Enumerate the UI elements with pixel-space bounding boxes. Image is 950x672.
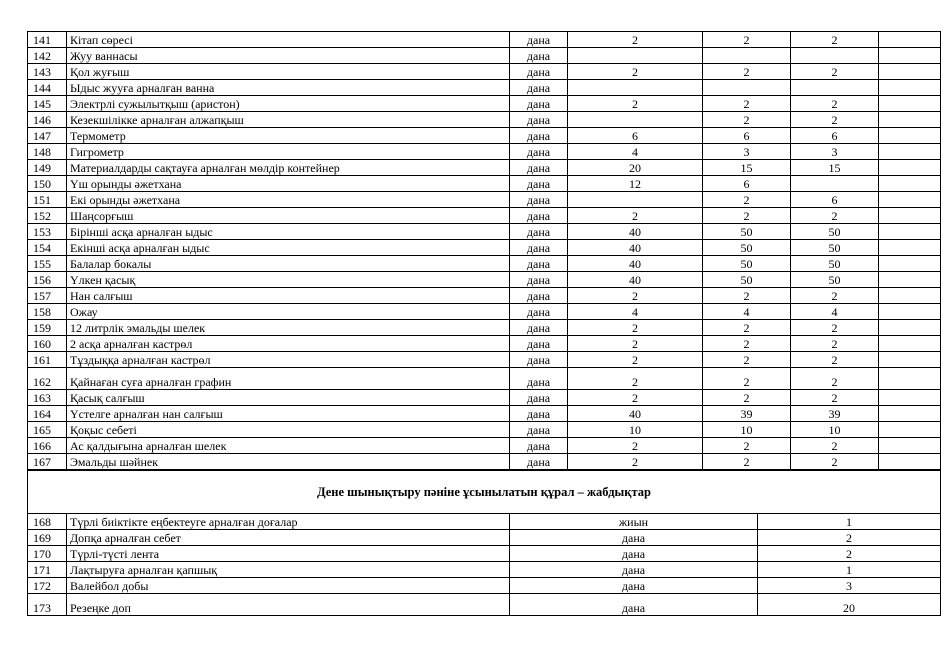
quantity-3: 50 xyxy=(791,224,879,240)
item-name: Термометр xyxy=(67,128,510,144)
notes-cell xyxy=(879,352,941,368)
quantity-3 xyxy=(791,176,879,192)
item-name: Валейбол добы xyxy=(67,578,510,594)
item-name: Қасық салғыш xyxy=(67,390,510,406)
table-row xyxy=(28,176,941,192)
quantity-1: 40 xyxy=(568,240,703,256)
quantity-1: 2 xyxy=(568,64,703,80)
quantity-1: 6 xyxy=(568,128,703,144)
quantity-2: 2 xyxy=(703,320,791,336)
quantity-1 xyxy=(568,48,703,64)
unit: дана xyxy=(510,80,568,96)
notes-cell xyxy=(879,256,941,272)
notes-cell xyxy=(879,208,941,224)
quantity-1: 40 xyxy=(568,256,703,272)
quantity-3: 2 xyxy=(791,64,879,80)
document-page xyxy=(27,31,940,616)
unit: дана xyxy=(510,422,568,438)
quantity-2: 50 xyxy=(703,240,791,256)
quantity-2: 2 xyxy=(703,336,791,352)
item-name: Тұздыққа арналған кастрөл xyxy=(67,352,510,368)
section-heading: Дене шынықтыру пәніне ұсынылатын құрал – жабдықтар xyxy=(28,471,941,514)
table-row xyxy=(28,48,941,64)
quantity-2: 2 xyxy=(703,96,791,112)
notes-cell xyxy=(879,192,941,208)
quantity: 20 xyxy=(758,594,941,616)
unit: дана xyxy=(510,240,568,256)
notes-cell xyxy=(879,288,941,304)
sports-equipment-table xyxy=(27,470,941,616)
quantity-3: 4 xyxy=(791,304,879,320)
unit: дана xyxy=(510,352,568,368)
row-number: 163 xyxy=(28,390,67,406)
unit: дана xyxy=(510,438,568,454)
quantity-3 xyxy=(791,48,879,64)
row-number: 160 xyxy=(28,336,67,352)
row-number: 169 xyxy=(28,530,67,546)
row-number: 152 xyxy=(28,208,67,224)
quantity-1 xyxy=(568,192,703,208)
item-name: Ас қалдығына арналған шелек xyxy=(67,438,510,454)
quantity-2: 3 xyxy=(703,144,791,160)
table-row xyxy=(28,336,941,352)
quantity-1: 2 xyxy=(568,352,703,368)
unit: дана xyxy=(510,96,568,112)
quantity-3: 50 xyxy=(791,256,879,272)
row-number: 151 xyxy=(28,192,67,208)
item-name: Гигрометр xyxy=(67,144,510,160)
quantity-1: 2 xyxy=(568,454,703,470)
quantity: 3 xyxy=(758,578,941,594)
unit: дана xyxy=(510,64,568,80)
unit: дана xyxy=(510,390,568,406)
row-number: 173 xyxy=(28,594,67,616)
notes-cell xyxy=(879,160,941,176)
item-name: Ожау xyxy=(67,304,510,320)
item-name: Екінші асқа арналған ыдыс xyxy=(67,240,510,256)
notes-cell xyxy=(879,144,941,160)
unit: дана xyxy=(510,128,568,144)
table-row xyxy=(28,128,941,144)
item-name: Қоқыс себеті xyxy=(67,422,510,438)
item-name: 2 асқа арналған кастрөл xyxy=(67,336,510,352)
table-row xyxy=(28,96,941,112)
quantity-2: 6 xyxy=(703,128,791,144)
quantity-1: 2 xyxy=(568,96,703,112)
quantity-2: 2 xyxy=(703,208,791,224)
table-row xyxy=(28,272,941,288)
row-number: 164 xyxy=(28,406,67,422)
unit: дана xyxy=(510,208,568,224)
quantity-2: 50 xyxy=(703,272,791,288)
table-row xyxy=(28,530,941,546)
table-row xyxy=(28,64,941,80)
quantity-2: 2 xyxy=(703,32,791,48)
unit: дана xyxy=(510,368,568,390)
item-name: Түрлі биіктікте еңбектеуге арналған доғалар xyxy=(67,514,510,530)
unit: дана xyxy=(510,224,568,240)
quantity-1: 2 xyxy=(568,320,703,336)
section-heading-row xyxy=(28,471,941,514)
notes-cell xyxy=(879,176,941,192)
table-row xyxy=(28,546,941,562)
notes-cell xyxy=(879,438,941,454)
quantity-3: 2 xyxy=(791,112,879,128)
quantity-1: 4 xyxy=(568,144,703,160)
table-row xyxy=(28,160,941,176)
item-name: Екі орынды әжетхана xyxy=(67,192,510,208)
table-row xyxy=(28,422,941,438)
unit: дана xyxy=(510,336,568,352)
unit: дана xyxy=(510,256,568,272)
quantity-3: 2 xyxy=(791,352,879,368)
unit: дана xyxy=(510,320,568,336)
row-number: 167 xyxy=(28,454,67,470)
quantity-2: 39 xyxy=(703,406,791,422)
item-name: Допқа арналған себет xyxy=(67,530,510,546)
quantity-2: 2 xyxy=(703,64,791,80)
quantity-3: 50 xyxy=(791,272,879,288)
row-number: 147 xyxy=(28,128,67,144)
table-row xyxy=(28,368,941,390)
unit: дана xyxy=(510,530,758,546)
notes-cell xyxy=(879,96,941,112)
notes-cell xyxy=(879,422,941,438)
item-name: 12 литрлік эмальды шелек xyxy=(67,320,510,336)
quantity-3: 2 xyxy=(791,96,879,112)
quantity-2: 10 xyxy=(703,422,791,438)
unit: дана xyxy=(510,176,568,192)
row-number: 142 xyxy=(28,48,67,64)
notes-cell xyxy=(879,320,941,336)
quantity-3: 10 xyxy=(791,422,879,438)
row-number: 158 xyxy=(28,304,67,320)
quantity-1: 40 xyxy=(568,406,703,422)
row-number: 168 xyxy=(28,514,67,530)
quantity-1: 12 xyxy=(568,176,703,192)
table-row xyxy=(28,32,941,48)
table-row xyxy=(28,112,941,128)
row-number: 166 xyxy=(28,438,67,454)
quantity-3: 6 xyxy=(791,128,879,144)
table-row xyxy=(28,514,941,530)
row-number: 153 xyxy=(28,224,67,240)
unit: дана xyxy=(510,406,568,422)
quantity-1: 2 xyxy=(568,368,703,390)
quantity-1: 2 xyxy=(568,288,703,304)
quantity-2: 6 xyxy=(703,176,791,192)
table-row xyxy=(28,240,941,256)
item-name: Электрлі сужылытқыш (аристон) xyxy=(67,96,510,112)
quantity-2: 50 xyxy=(703,256,791,272)
item-name: Кезекшілікке арналған алжапқыш xyxy=(67,112,510,128)
quantity-2: 2 xyxy=(703,454,791,470)
table-row xyxy=(28,192,941,208)
notes-cell xyxy=(879,368,941,390)
quantity-1 xyxy=(568,112,703,128)
quantity-1: 40 xyxy=(568,272,703,288)
row-number: 144 xyxy=(28,80,67,96)
row-number: 155 xyxy=(28,256,67,272)
unit: дана xyxy=(510,578,758,594)
notes-cell xyxy=(879,112,941,128)
row-number: 172 xyxy=(28,578,67,594)
row-number: 146 xyxy=(28,112,67,128)
quantity-2: 2 xyxy=(703,192,791,208)
quantity-2: 50 xyxy=(703,224,791,240)
quantity-3: 15 xyxy=(791,160,879,176)
notes-cell xyxy=(879,304,941,320)
equipment-table xyxy=(27,31,941,470)
unit: дана xyxy=(510,594,758,616)
item-name: Ыдыс жууға арналған ванна xyxy=(67,80,510,96)
unit: дана xyxy=(510,272,568,288)
table-row xyxy=(28,406,941,422)
row-number: 170 xyxy=(28,546,67,562)
quantity-1: 40 xyxy=(568,224,703,240)
row-number: 150 xyxy=(28,176,67,192)
notes-cell xyxy=(879,272,941,288)
table-row xyxy=(28,578,941,594)
table-row xyxy=(28,304,941,320)
row-number: 157 xyxy=(28,288,67,304)
unit: дана xyxy=(510,160,568,176)
row-number: 154 xyxy=(28,240,67,256)
row-number: 156 xyxy=(28,272,67,288)
notes-cell xyxy=(879,390,941,406)
quantity-3: 50 xyxy=(791,240,879,256)
row-number: 161 xyxy=(28,352,67,368)
quantity-2 xyxy=(703,80,791,96)
notes-cell xyxy=(879,48,941,64)
unit: дана xyxy=(510,454,568,470)
item-name: Қол жуғыш xyxy=(67,64,510,80)
row-number: 141 xyxy=(28,32,67,48)
quantity-3: 2 xyxy=(791,320,879,336)
quantity-3: 2 xyxy=(791,368,879,390)
quantity-3: 39 xyxy=(791,406,879,422)
row-number: 143 xyxy=(28,64,67,80)
unit: дана xyxy=(510,112,568,128)
item-name: Шаңсорғыш xyxy=(67,208,510,224)
quantity-2: 2 xyxy=(703,112,791,128)
quantity-2: 15 xyxy=(703,160,791,176)
table-row xyxy=(28,352,941,368)
quantity-2: 2 xyxy=(703,288,791,304)
table-row xyxy=(28,438,941,454)
item-name: Резеңке доп xyxy=(67,594,510,616)
quantity-1: 20 xyxy=(568,160,703,176)
quantity-1: 2 xyxy=(568,438,703,454)
table-row xyxy=(28,256,941,272)
quantity-1: 2 xyxy=(568,208,703,224)
notes-cell xyxy=(879,406,941,422)
item-name: Материалдарды сақтауға арналған мөлдір контейнер xyxy=(67,160,510,176)
quantity-2: 2 xyxy=(703,390,791,406)
notes-cell xyxy=(879,336,941,352)
quantity-3: 2 xyxy=(791,454,879,470)
quantity-1 xyxy=(568,80,703,96)
notes-cell xyxy=(879,454,941,470)
quantity-2: 4 xyxy=(703,304,791,320)
quantity-2 xyxy=(703,48,791,64)
unit: дана xyxy=(510,288,568,304)
item-name: Эмальды шәйнек xyxy=(67,454,510,470)
notes-cell xyxy=(879,64,941,80)
quantity-2: 2 xyxy=(703,352,791,368)
quantity-3: 3 xyxy=(791,144,879,160)
item-name: Балалар бокалы xyxy=(67,256,510,272)
quantity-2: 2 xyxy=(703,438,791,454)
unit: дана xyxy=(510,304,568,320)
table-row xyxy=(28,390,941,406)
row-number: 145 xyxy=(28,96,67,112)
item-name: Кітап сөресі xyxy=(67,32,510,48)
row-number: 159 xyxy=(28,320,67,336)
item-name: Жуу ваннасы xyxy=(67,48,510,64)
quantity-3: 2 xyxy=(791,390,879,406)
row-number: 162 xyxy=(28,368,67,390)
quantity-3: 2 xyxy=(791,336,879,352)
table-row xyxy=(28,80,941,96)
row-number: 165 xyxy=(28,422,67,438)
table-row xyxy=(28,562,941,578)
quantity-1: 4 xyxy=(568,304,703,320)
item-name: Түрлі-түсті лента xyxy=(67,546,510,562)
table-row xyxy=(28,454,941,470)
quantity: 1 xyxy=(758,562,941,578)
unit: дана xyxy=(510,562,758,578)
table-row xyxy=(28,288,941,304)
notes-cell xyxy=(879,80,941,96)
quantity-1: 2 xyxy=(568,390,703,406)
unit: дана xyxy=(510,546,758,562)
unit: дана xyxy=(510,48,568,64)
unit: дана xyxy=(510,192,568,208)
quantity: 2 xyxy=(758,546,941,562)
table-row xyxy=(28,594,941,616)
quantity-1: 2 xyxy=(568,336,703,352)
quantity-1: 10 xyxy=(568,422,703,438)
quantity-3: 2 xyxy=(791,208,879,224)
notes-cell xyxy=(879,32,941,48)
table-row xyxy=(28,320,941,336)
quantity-1: 2 xyxy=(568,32,703,48)
quantity-3: 2 xyxy=(791,288,879,304)
quantity-3: 6 xyxy=(791,192,879,208)
item-name: Үш орынды әжетхана xyxy=(67,176,510,192)
table-row xyxy=(28,208,941,224)
unit: дана xyxy=(510,144,568,160)
quantity-3 xyxy=(791,80,879,96)
item-name: Қайнаған суға арналған графин xyxy=(67,368,510,390)
notes-cell xyxy=(879,240,941,256)
unit: дана xyxy=(510,32,568,48)
table-row xyxy=(28,144,941,160)
item-name: Нан салғыш xyxy=(67,288,510,304)
table-row xyxy=(28,224,941,240)
quantity: 1 xyxy=(758,514,941,530)
item-name: Бірінші асқа арналған ыдыс xyxy=(67,224,510,240)
item-name: Үлкен қасық xyxy=(67,272,510,288)
notes-cell xyxy=(879,224,941,240)
row-number: 149 xyxy=(28,160,67,176)
quantity-3: 2 xyxy=(791,438,879,454)
quantity-2: 2 xyxy=(703,368,791,390)
unit: жиын xyxy=(510,514,758,530)
item-name: Лақтыруға арналған қапшық xyxy=(67,562,510,578)
quantity: 2 xyxy=(758,530,941,546)
quantity-3: 2 xyxy=(791,32,879,48)
row-number: 148 xyxy=(28,144,67,160)
notes-cell xyxy=(879,128,941,144)
row-number: 171 xyxy=(28,562,67,578)
item-name: Үстелге арналған нан салғыш xyxy=(67,406,510,422)
